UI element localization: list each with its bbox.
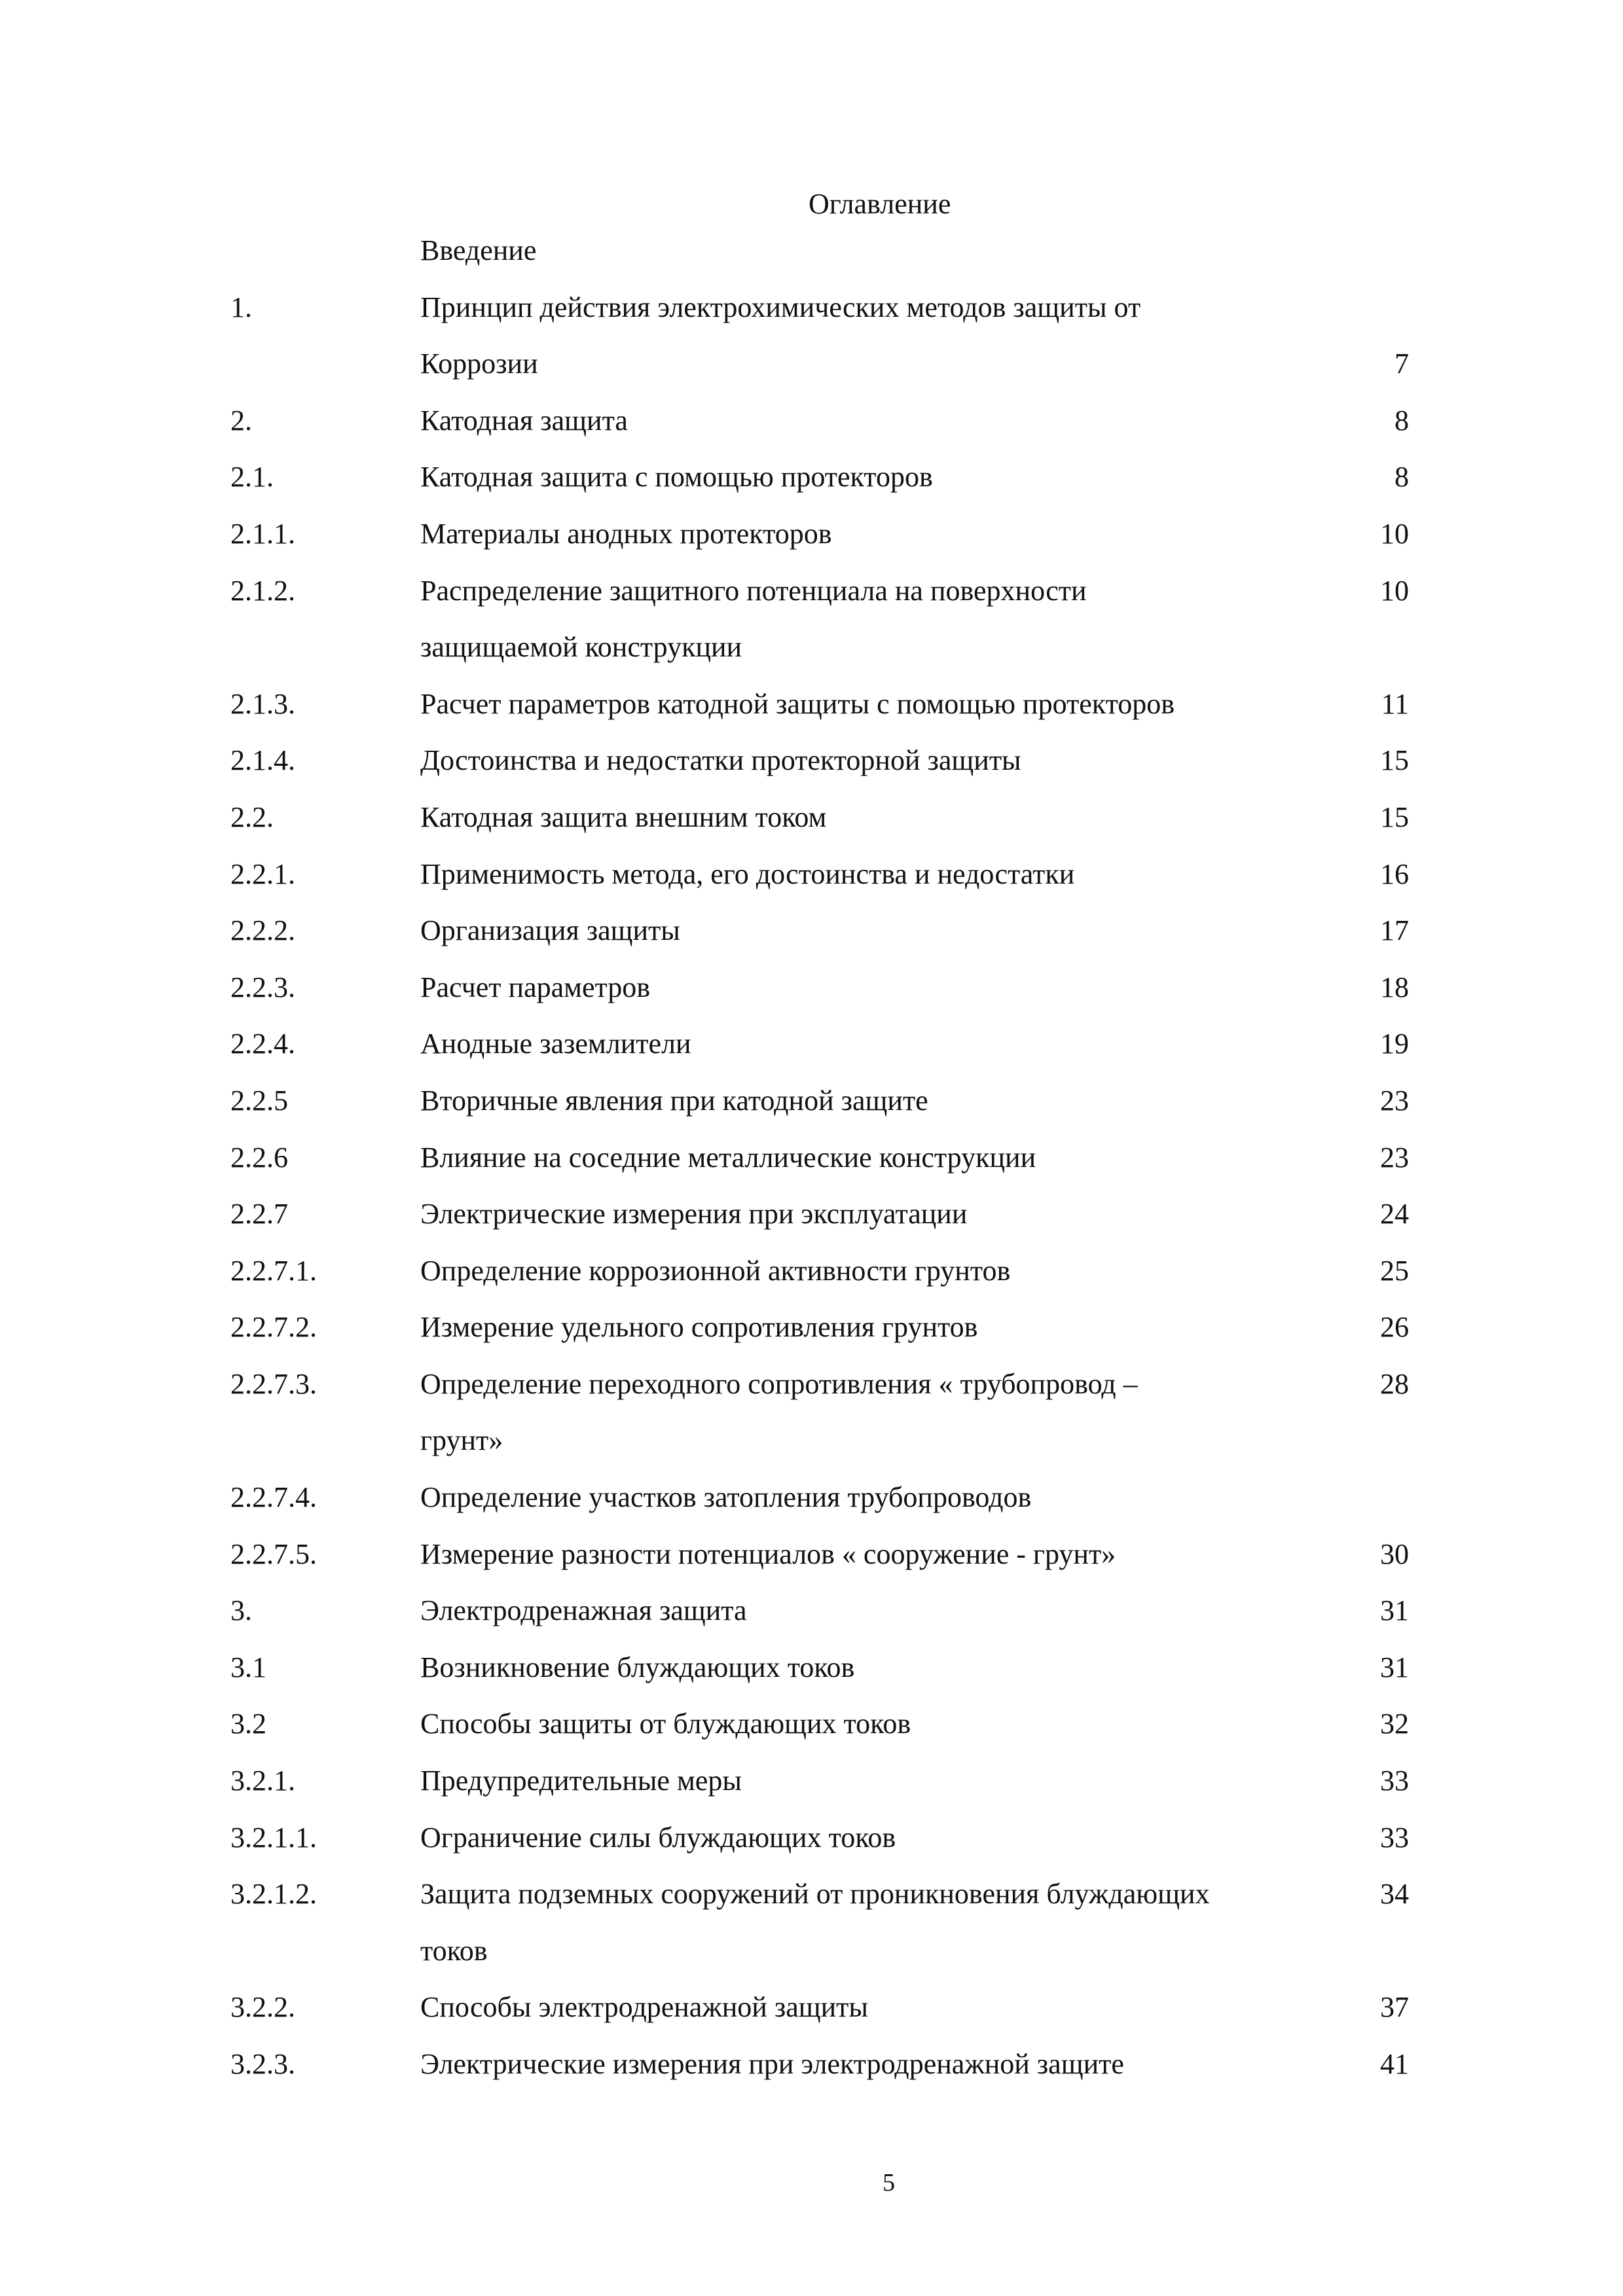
toc-section-title-line2: токов bbox=[420, 1934, 488, 1967]
toc-section-number: 3.2.1.1. bbox=[230, 1821, 317, 1854]
toc-row bbox=[230, 1866, 1409, 1979]
toc-section-number: 2.2.7.4. bbox=[230, 1481, 317, 1514]
toc-row bbox=[230, 1299, 1409, 1356]
toc-section-number: 2.2.7.5. bbox=[230, 1537, 317, 1570]
toc-section-number: 2.1.2. bbox=[230, 574, 295, 607]
toc-section-title: Ограничение силы блуждающих токов bbox=[420, 1821, 896, 1854]
toc-row bbox=[230, 2036, 1409, 2093]
toc-section-number: 2.1. bbox=[230, 461, 274, 493]
toc-section-number: 2.1.1. bbox=[230, 517, 295, 550]
toc-row bbox=[230, 1186, 1409, 1243]
table-of-contents bbox=[230, 223, 1409, 2093]
toc-section-number: 3. bbox=[230, 1594, 252, 1627]
toc-section-number: 1. bbox=[230, 291, 252, 323]
toc-section-title: Расчет параметров катодной защиты с помощью протекторов bbox=[420, 687, 1175, 720]
toc-section-title: Измерение разности потенциалов « сооружение - грунт» bbox=[420, 1537, 1116, 1570]
toc-row bbox=[230, 223, 1409, 279]
toc-section-title: Электродренажная защита bbox=[420, 1594, 747, 1627]
toc-page-number: 24 bbox=[1380, 1198, 1409, 1230]
toc-section-number: 2.2.7.3. bbox=[230, 1367, 317, 1400]
toc-page-number: 8 bbox=[1395, 404, 1409, 437]
toc-row bbox=[230, 1073, 1409, 1130]
toc-section-title: Способы электродренажной защиты bbox=[420, 1991, 868, 2024]
toc-section-title: Вторичные явления при катодной защите bbox=[420, 1084, 928, 1117]
toc-row bbox=[230, 563, 1409, 676]
toc-row bbox=[230, 1640, 1409, 1696]
toc-page-number: 16 bbox=[1380, 857, 1409, 890]
toc-row bbox=[230, 1810, 1409, 1867]
toc-page-number: 17 bbox=[1380, 914, 1409, 947]
toc-page-number: 25 bbox=[1380, 1254, 1409, 1287]
toc-page-number: 41 bbox=[1380, 2048, 1409, 2080]
toc-section-title-line2: Коррозии bbox=[420, 348, 538, 380]
toc-section-number: 2.1.3. bbox=[230, 687, 295, 720]
toc-section-title: Организация защиты bbox=[420, 914, 680, 947]
toc-section-title: Электрические измерения при эксплуатации bbox=[420, 1198, 968, 1230]
toc-section-title-line1: Защита подземных сооружений от проникновения блуждающих bbox=[420, 1878, 1210, 1910]
toc-row bbox=[230, 449, 1409, 506]
toc-row bbox=[230, 1469, 1409, 1526]
toc-section-number: 2.2.2. bbox=[230, 914, 295, 947]
toc-section-number: 2. bbox=[230, 404, 252, 437]
toc-page-number: 19 bbox=[1380, 1028, 1409, 1060]
toc-row bbox=[230, 279, 1409, 393]
toc-page-number: 28 bbox=[1380, 1367, 1409, 1400]
toc-section-number: 2.2.4. bbox=[230, 1028, 295, 1060]
toc-page-number: 33 bbox=[1380, 1765, 1409, 1797]
toc-page-number: 15 bbox=[1380, 800, 1409, 833]
toc-section-number: 3.2.2. bbox=[230, 1991, 295, 2024]
toc-page-number: 33 bbox=[1380, 1821, 1409, 1854]
toc-section-title-line1: Определение переходного сопротивления « трубопровод – bbox=[420, 1367, 1138, 1400]
toc-row bbox=[230, 1526, 1409, 1583]
toc-page-number: 32 bbox=[1380, 1708, 1409, 1740]
toc-row bbox=[230, 1243, 1409, 1300]
toc-page-number: 23 bbox=[1380, 1084, 1409, 1117]
toc-row bbox=[230, 732, 1409, 789]
toc-section-title: Расчет параметров bbox=[420, 971, 651, 1003]
toc-section-title: Катодная защита bbox=[420, 404, 628, 437]
toc-page-number: 15 bbox=[1380, 744, 1409, 777]
toc-section-number: 2.2.7.2. bbox=[230, 1311, 317, 1344]
toc-section-number: 2.2.7 bbox=[230, 1198, 288, 1230]
toc-page-number: 37 bbox=[1380, 1991, 1409, 2024]
toc-row bbox=[230, 506, 1409, 563]
toc-section-title-line2: защищаемой конструкции bbox=[420, 631, 742, 664]
toc-page-number: 31 bbox=[1380, 1594, 1409, 1627]
toc-section-number: 2.2.5 bbox=[230, 1084, 288, 1117]
toc-section-title: Достоинства и недостатки протекторной защиты bbox=[420, 744, 1021, 777]
toc-section-title-line2: грунт» bbox=[420, 1424, 503, 1457]
toc-section-title: Введение bbox=[420, 234, 537, 266]
page-title: Оглавление bbox=[809, 188, 951, 220]
toc-section-title: Катодная защита с помощью протекторов bbox=[420, 461, 933, 493]
toc-row bbox=[230, 1979, 1409, 2036]
toc-row bbox=[230, 960, 1409, 1016]
toc-page-number: 11 bbox=[1381, 687, 1409, 720]
toc-section-title: Измерение удельного сопротивления грунтов bbox=[420, 1311, 978, 1344]
toc-row bbox=[230, 903, 1409, 960]
toc-page-number: 10 bbox=[1380, 574, 1409, 607]
toc-section-number: 3.1 bbox=[230, 1651, 266, 1683]
toc-section-number: 2.1.4. bbox=[230, 744, 295, 777]
toc-section-number: 2.2.7.1. bbox=[230, 1254, 317, 1287]
toc-section-title: Определение участков затопления трубопроводов bbox=[420, 1481, 1032, 1514]
toc-page-number: 10 bbox=[1380, 517, 1409, 550]
toc-page-number: 23 bbox=[1380, 1141, 1409, 1174]
toc-section-number: 2.2.1. bbox=[230, 857, 295, 890]
toc-section-number: 3.2.1.2. bbox=[230, 1878, 317, 1910]
toc-row bbox=[230, 1753, 1409, 1810]
toc-row bbox=[230, 1130, 1409, 1187]
toc-section-number: 3.2 bbox=[230, 1708, 266, 1740]
toc-section-number: 3.2.3. bbox=[230, 2048, 295, 2080]
toc-section-number: 3.2.1. bbox=[230, 1765, 295, 1797]
toc-page-number: 30 bbox=[1380, 1537, 1409, 1570]
toc-row bbox=[230, 789, 1409, 846]
toc-row bbox=[230, 846, 1409, 903]
toc-section-title: Определение коррозионной активности грунтов bbox=[420, 1254, 1011, 1287]
toc-section-title: Катодная защита внешним током bbox=[420, 800, 827, 833]
toc-section-number: 2.2.6 bbox=[230, 1141, 288, 1174]
toc-section-title: Способы защиты от блуждающих токов bbox=[420, 1708, 911, 1740]
page-number: 5 bbox=[883, 2169, 895, 2197]
toc-section-title: Материалы анодных протекторов bbox=[420, 517, 832, 550]
toc-page-number: 7 bbox=[1395, 348, 1409, 380]
toc-row bbox=[230, 1583, 1409, 1640]
toc-page-number: 18 bbox=[1380, 971, 1409, 1003]
toc-section-number: 2.2. bbox=[230, 800, 274, 833]
toc-section-title: Возникновение блуждающих токов bbox=[420, 1651, 855, 1683]
toc-section-title: Влияние на соседние металлические конструкции bbox=[420, 1141, 1036, 1174]
toc-section-title: Электрические измерения при электродренажной защите bbox=[420, 2048, 1124, 2080]
toc-row bbox=[230, 393, 1409, 450]
toc-page-number: 34 bbox=[1380, 1878, 1409, 1910]
toc-row bbox=[230, 676, 1409, 733]
toc-page-number: 26 bbox=[1380, 1311, 1409, 1344]
toc-section-title-line1: Распределение защитного потенциала на поверхности bbox=[420, 574, 1087, 607]
toc-row bbox=[230, 1016, 1409, 1073]
toc-section-number: 2.2.3. bbox=[230, 971, 295, 1003]
toc-page-number: 31 bbox=[1380, 1651, 1409, 1683]
toc-section-title: Предупредительные меры bbox=[420, 1765, 742, 1797]
toc-section-title-line1: Принцип действия электрохимических методов защиты от bbox=[420, 291, 1141, 323]
toc-section-title: Анодные заземлители bbox=[420, 1028, 691, 1060]
toc-row bbox=[230, 1356, 1409, 1469]
toc-section-title: Применимость метода, его достоинства и недостатки bbox=[420, 857, 1075, 890]
toc-row bbox=[230, 1696, 1409, 1753]
toc-page-number: 8 bbox=[1395, 461, 1409, 493]
